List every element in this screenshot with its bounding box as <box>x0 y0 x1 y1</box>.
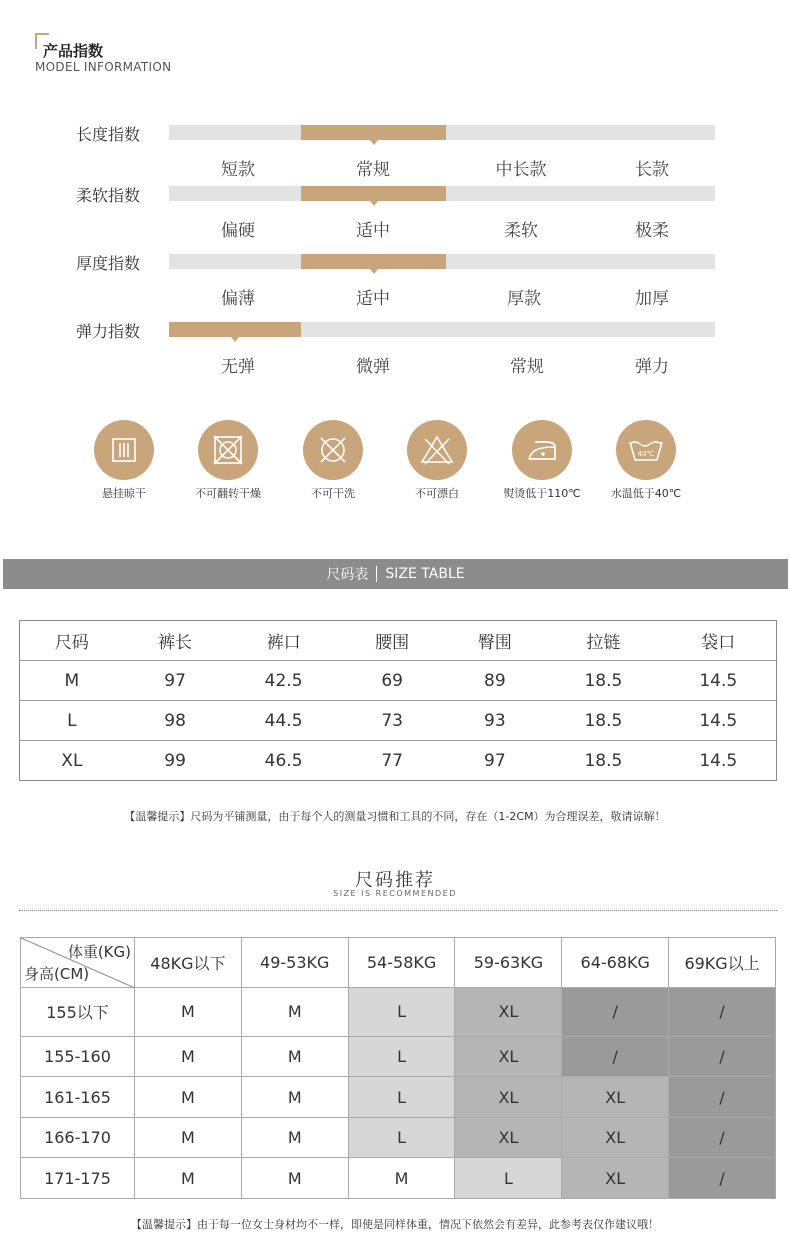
recommend-header: 49-53KG <box>241 938 348 988</box>
size-table-header: 尺码 <box>20 621 124 661</box>
recommend-header: 64-68KG <box>562 938 669 988</box>
table-cell: / <box>562 988 669 1037</box>
table-row <box>20 741 777 781</box>
index-option: 中长款 <box>495 160 547 180</box>
size-table-banner <box>3 559 788 589</box>
dotted-divider <box>19 910 777 911</box>
size-table-header: 腰围 <box>341 621 444 661</box>
row-label: 166-170 <box>21 1117 135 1158</box>
index-label-length: 长度指数 <box>76 125 141 144</box>
table-cell: 99 <box>164 750 186 771</box>
table-row <box>21 1036 776 1077</box>
index-track-softness <box>169 186 715 201</box>
table-cell: 77 <box>381 750 403 771</box>
table-cell: M <box>241 1036 348 1077</box>
index-option: 厚款 <box>507 289 541 309</box>
banner-divider <box>376 566 377 582</box>
recommend-header: 48KG以下 <box>135 938 242 988</box>
index-track-length <box>169 125 715 140</box>
table-cell: / <box>669 1117 776 1158</box>
index-option: 无弹 <box>221 357 255 377</box>
hang-dry-icon <box>94 420 154 480</box>
table-cell: M <box>135 1117 242 1158</box>
table-cell: XL <box>455 1117 562 1158</box>
table-cell: XL <box>562 1117 669 1158</box>
row-label: 155以下 <box>21 988 135 1037</box>
header-title: 产品指数 <box>43 42 104 60</box>
table-cell: L <box>348 1036 455 1077</box>
index-option: 弹力 <box>635 357 669 377</box>
recommend-table <box>20 937 776 1199</box>
table-cell: 97 <box>124 661 227 701</box>
index-option: 常规 <box>356 160 390 180</box>
table-cell: / <box>669 1077 776 1118</box>
table-cell: L <box>348 1117 455 1158</box>
table-cell: M <box>135 988 242 1037</box>
index-option: 微弹 <box>356 357 390 377</box>
index-marker-elasticity <box>169 322 301 337</box>
row-label: 155-160 <box>21 1036 135 1077</box>
size-note: 【温馨提示】尺码为平铺测量，由于每个人的测量习惯和工具的不同，存在（1-2CM）为合理误差，敬请谅解！ <box>124 810 666 823</box>
table-cell: 18.5 <box>546 661 660 701</box>
index-option: 适中 <box>356 289 390 309</box>
iron-low-icon <box>512 420 572 480</box>
index-track-elasticity <box>169 322 715 337</box>
table-cell: M <box>135 1158 242 1199</box>
table-row <box>21 988 776 1037</box>
table-cell: 14.5 <box>699 750 738 771</box>
table-cell: XL <box>562 1077 669 1118</box>
table-cell: / <box>669 1036 776 1077</box>
care-label: 不可翻转干燥 <box>195 487 261 500</box>
table-cell: XL <box>455 988 562 1037</box>
table-cell: L <box>20 701 124 741</box>
table-cell: 18.5 <box>546 701 660 741</box>
table-cell: M <box>241 1117 348 1158</box>
table-cell: L <box>348 1077 455 1118</box>
index-option: 长款 <box>635 160 669 180</box>
index-label-thickness: 厚度指数 <box>76 254 141 273</box>
index-marker-length <box>301 125 446 140</box>
size-table-header: 袋口 <box>661 621 777 661</box>
table-cell: 14.5 <box>661 661 777 701</box>
recommend-note: 【温馨提示】由于每一位女士身材均不一样，即使是同样体重，情况下依然会有差异，此参考表仅作建议哦！ <box>131 1218 659 1231</box>
table-cell: M <box>241 1077 348 1118</box>
wash-40-icon <box>616 420 676 480</box>
size-table-header: 臀围 <box>443 621 546 661</box>
index-track-thickness <box>169 254 715 269</box>
table-cell: M <box>135 1077 242 1118</box>
size-table-header-row <box>20 621 777 661</box>
table-cell: / <box>562 1036 669 1077</box>
table-row <box>20 701 777 741</box>
table-cell: M <box>348 1158 455 1199</box>
row-label: 161-165 <box>21 1077 135 1118</box>
table-cell: L <box>455 1158 562 1199</box>
table-cell: 97 <box>484 750 506 771</box>
index-label-elasticity: 弹力指数 <box>76 322 141 341</box>
table-cell: / <box>669 1158 776 1199</box>
table-cell: M <box>241 1158 348 1199</box>
wash-temp-text: 40℃ <box>637 450 655 458</box>
table-cell: 73 <box>341 701 444 741</box>
care-label: 不可干洗 <box>311 487 355 500</box>
index-option: 偏硬 <box>221 221 255 241</box>
table-cell: 69 <box>341 661 444 701</box>
table-cell: 89 <box>443 661 546 701</box>
care-label: 不可漂白 <box>415 487 459 500</box>
size-table-banner-subtitle: SIZE TABLE <box>385 566 465 582</box>
table-cell: M <box>20 661 124 701</box>
index-option: 柔软 <box>504 221 538 241</box>
table-cell: 44.5 <box>226 701 340 741</box>
care-label: 熨烫低于110℃ <box>503 487 581 500</box>
size-table-header: 裤口 <box>226 621 340 661</box>
index-marker-thickness <box>301 254 446 269</box>
table-cell: / <box>669 988 776 1037</box>
no-dry-clean-icon <box>303 420 363 480</box>
recommend-subtitle: SIZE IS RECOMMENDED <box>333 889 457 898</box>
row-label: 171-175 <box>21 1158 135 1199</box>
table-cell: 18.5 <box>584 750 623 771</box>
index-option: 适中 <box>356 221 390 241</box>
corner-weight-label: 体重(KG) <box>67 943 131 961</box>
index-option: 极柔 <box>635 221 669 241</box>
table-cell: 46.5 <box>264 750 303 771</box>
no-tumble-dry-icon <box>198 420 258 480</box>
index-marker-softness <box>301 186 446 201</box>
recommend-title: 尺码推荐 <box>355 870 435 891</box>
table-cell: XL <box>61 750 83 771</box>
table-cell: XL <box>455 1036 562 1077</box>
index-option: 加厚 <box>635 289 669 309</box>
table-row <box>21 1158 776 1199</box>
table-cell: M <box>241 988 348 1037</box>
recommend-corner-cell <box>21 938 135 988</box>
index-option: 常规 <box>510 357 544 377</box>
table-cell: 98 <box>124 701 227 741</box>
no-bleach-icon <box>407 420 467 480</box>
table-cell: L <box>348 988 455 1037</box>
table-cell: 93 <box>443 701 546 741</box>
index-option: 偏薄 <box>221 289 255 309</box>
size-table-header: 裤长 <box>124 621 227 661</box>
table-cell: XL <box>455 1077 562 1118</box>
size-table <box>19 620 777 781</box>
recommend-header-row <box>21 938 776 988</box>
recommend-header: 59-63KG <box>455 938 562 988</box>
table-cell: XL <box>562 1158 669 1199</box>
table-cell: 42.5 <box>226 661 340 701</box>
index-label-softness: 柔软指数 <box>76 186 141 205</box>
table-row <box>20 661 777 701</box>
recommend-header: 69KG以上 <box>669 938 776 988</box>
recommend-header: 54-58KG <box>348 938 455 988</box>
index-option: 短款 <box>221 160 255 180</box>
corner-height-label: 身高(CM) <box>24 965 90 983</box>
care-label: 悬挂晾干 <box>102 487 146 500</box>
table-cell: M <box>135 1036 242 1077</box>
table-row <box>21 1077 776 1118</box>
size-table-header: 拉链 <box>546 621 660 661</box>
table-row <box>21 1117 776 1158</box>
table-cell: 14.5 <box>661 701 777 741</box>
header-subtitle: MODEL INFORMATION <box>35 60 172 74</box>
size-table-banner-title: 尺码表 <box>326 567 369 583</box>
care-label: 水温低于40℃ <box>610 487 682 500</box>
